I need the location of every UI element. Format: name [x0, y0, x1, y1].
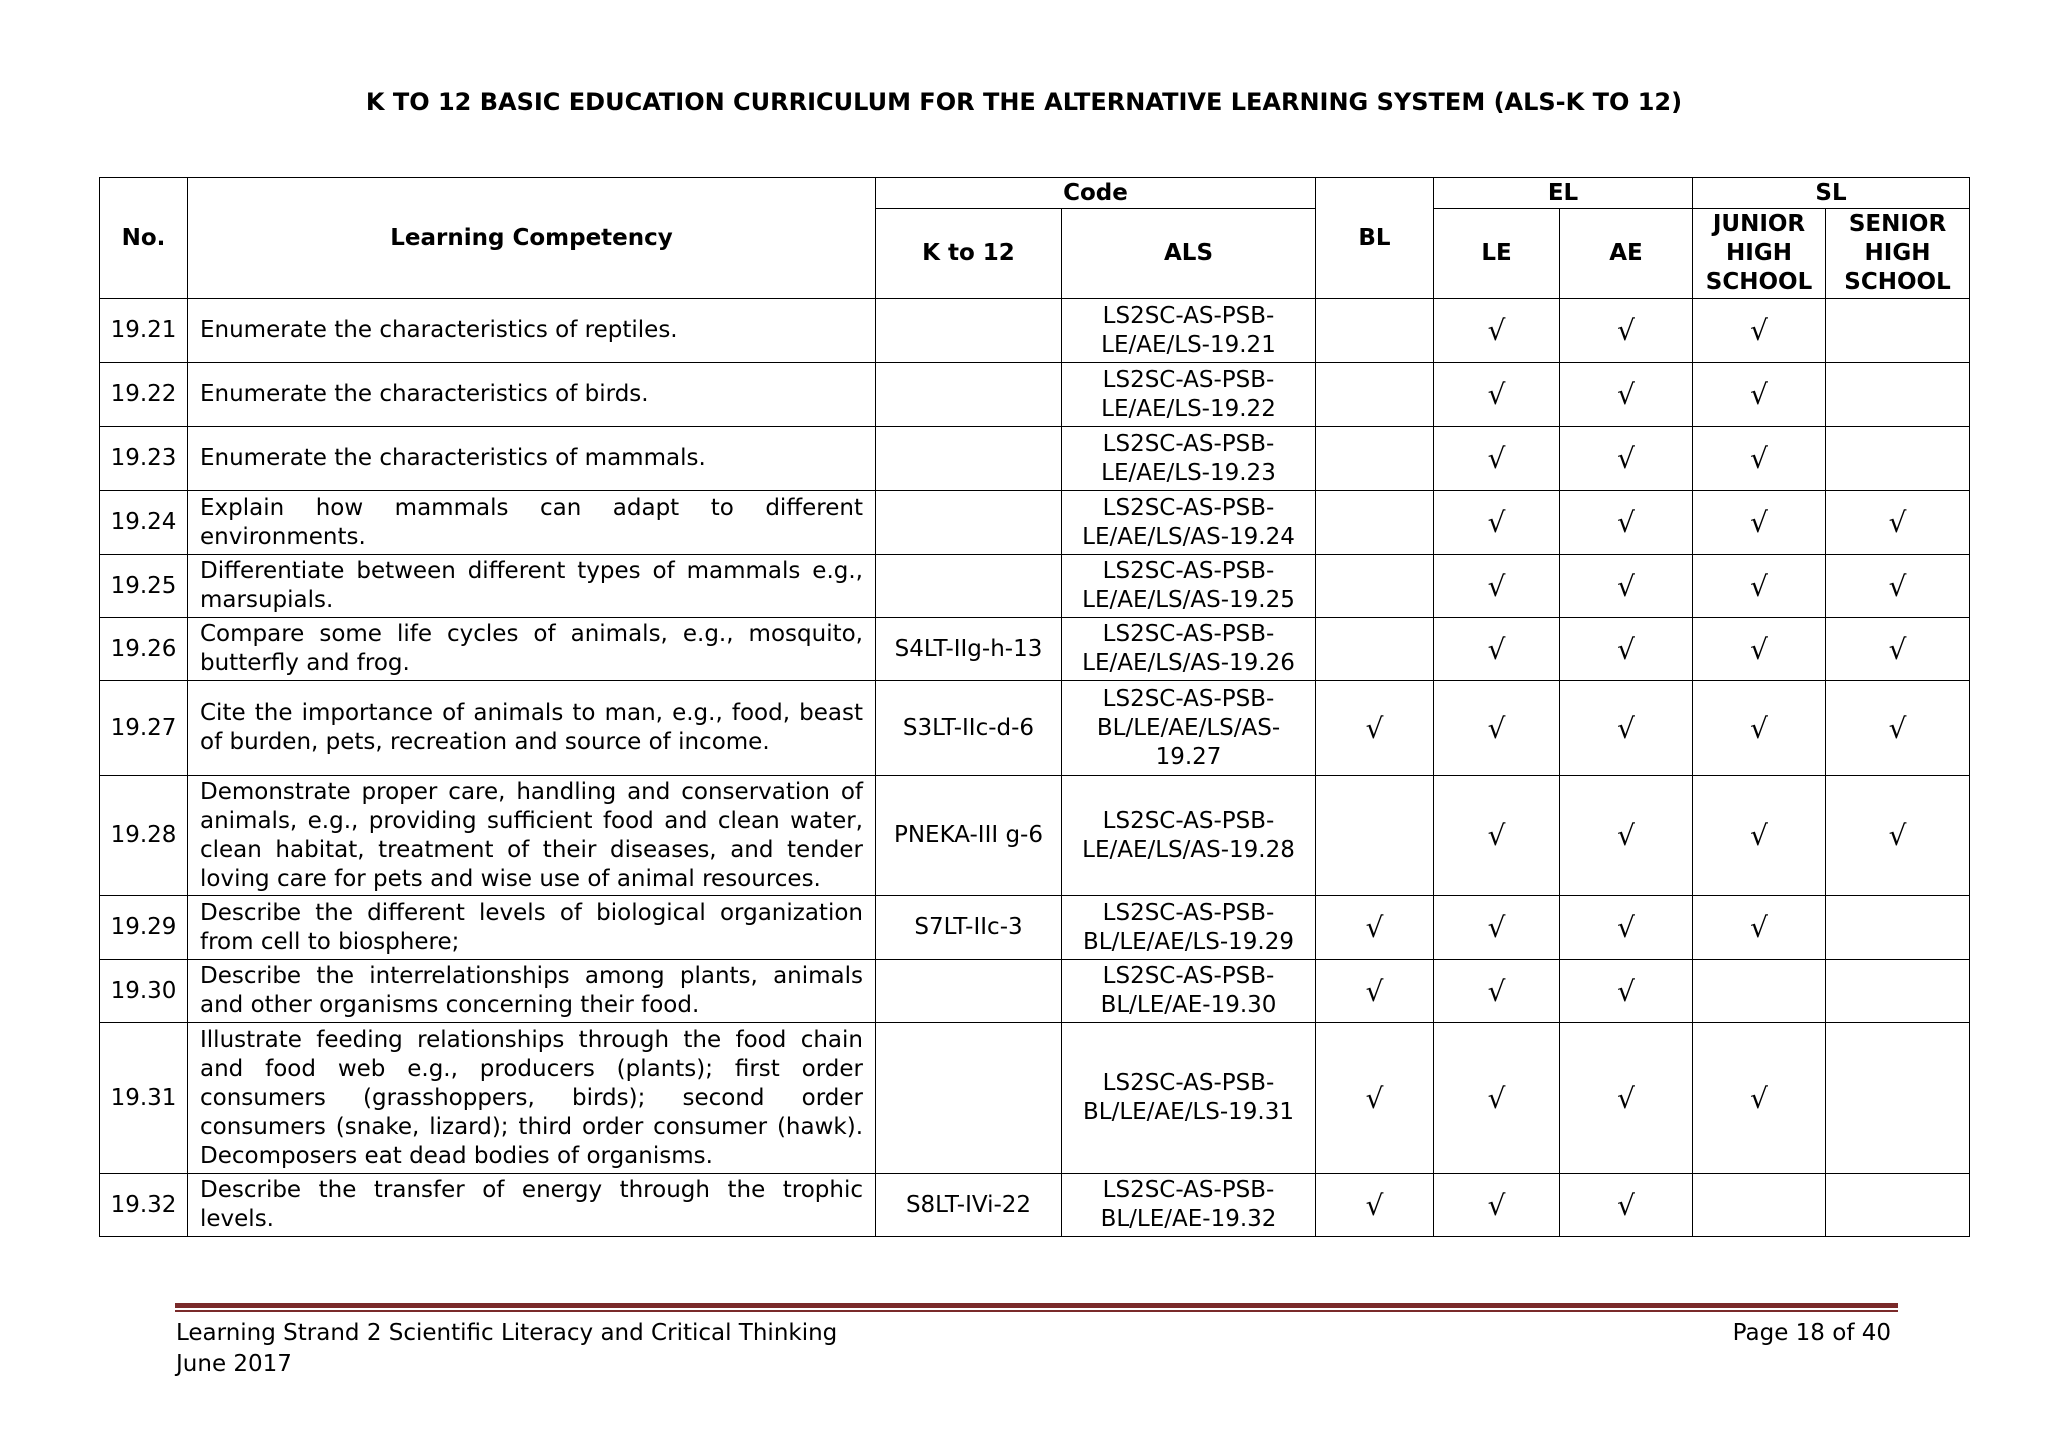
header-k12: K to 12	[876, 209, 1062, 299]
k12-code	[876, 427, 1062, 491]
jhs-check: √	[1693, 427, 1826, 491]
le-check: √	[1434, 555, 1560, 618]
jhs-check: √	[1693, 299, 1826, 363]
k12-code: S4LT-IIg-h-13	[876, 618, 1062, 681]
row-number: 19.27	[100, 681, 188, 776]
jhs-check: √	[1693, 896, 1826, 960]
row-number: 19.21	[100, 299, 188, 363]
als-code: LS2SC-AS-PSB-LE/AE/LS/AS-19.25	[1062, 555, 1316, 618]
learning-competency: Enumerate the characteristics of mammals.	[188, 427, 876, 491]
jhs-check: √	[1693, 491, 1826, 555]
row-number: 19.25	[100, 555, 188, 618]
le-check: √	[1434, 427, 1560, 491]
table-body	[100, 299, 1970, 1237]
shs-check: √	[1826, 491, 1970, 555]
ae-check: √	[1560, 960, 1693, 1023]
shs-check: √	[1826, 776, 1970, 896]
header-no: No.	[100, 178, 188, 299]
jhs-check: √	[1693, 1023, 1826, 1174]
header-le: LE	[1434, 209, 1560, 299]
learning-competency: Describe the interrelationships among plants, animals and other organisms concerning their food.	[188, 960, 876, 1023]
row-number: 19.30	[100, 960, 188, 1023]
k12-code	[876, 491, 1062, 555]
le-check: √	[1434, 1174, 1560, 1237]
footer-divider-thin	[175, 1310, 1898, 1312]
shs-check	[1826, 960, 1970, 1023]
table-row	[100, 363, 1970, 427]
header-el: EL	[1434, 178, 1693, 209]
jhs-check: √	[1693, 555, 1826, 618]
le-check: √	[1434, 1023, 1560, 1174]
row-number: 19.23	[100, 427, 188, 491]
shs-check	[1826, 896, 1970, 960]
ae-check: √	[1560, 299, 1693, 363]
jhs-check: √	[1693, 776, 1826, 896]
table-row	[100, 776, 1970, 896]
header-bl: BL	[1316, 178, 1434, 299]
als-code: LS2SC-AS-PSB-LE/AE/LS-19.22	[1062, 363, 1316, 427]
header-als: ALS	[1062, 209, 1316, 299]
k12-code: PNEKA-III g-6	[876, 776, 1062, 896]
learning-competency: Describe the different levels of biological organization from cell to biosphere;	[188, 896, 876, 960]
k12-code: S3LT-IIc-d-6	[876, 681, 1062, 776]
le-check: √	[1434, 681, 1560, 776]
learning-competency: Explain how mammals can adapt to different environments.	[188, 491, 876, 555]
learning-competency: Compare some life cycles of animals, e.g., mosquito, butterfly and frog.	[188, 618, 876, 681]
bl-check: √	[1316, 681, 1434, 776]
header-ae: AE	[1560, 209, 1693, 299]
header-shs: SENIOR HIGH SCHOOL	[1826, 209, 1970, 299]
als-code: LS2SC-AS-PSB-BL/LE/AE/LS-19.29	[1062, 896, 1316, 960]
row-number: 19.32	[100, 1174, 188, 1237]
ae-check: √	[1560, 491, 1693, 555]
als-code: LS2SC-AS-PSB-LE/AE/LS/AS-19.24	[1062, 491, 1316, 555]
header-sl: SL	[1693, 178, 1970, 209]
ae-check: √	[1560, 776, 1693, 896]
bl-check: √	[1316, 1023, 1434, 1174]
bl-check	[1316, 427, 1434, 491]
bl-check: √	[1316, 1174, 1434, 1237]
bl-check	[1316, 618, 1434, 681]
shs-check: √	[1826, 618, 1970, 681]
competency-table	[99, 177, 1970, 1237]
row-number: 19.31	[100, 1023, 188, 1174]
footer-divider-thick	[175, 1303, 1898, 1308]
shs-check	[1826, 299, 1970, 363]
le-check: √	[1434, 776, 1560, 896]
als-code: LS2SC-AS-PSB-LE/AE/LS/AS-19.26	[1062, 618, 1316, 681]
shs-check: √	[1826, 681, 1970, 776]
als-code: LS2SC-AS-PSB-BL/LE/AE-19.32	[1062, 1174, 1316, 1237]
bl-check	[1316, 363, 1434, 427]
le-check: √	[1434, 896, 1560, 960]
learning-competency: Enumerate the characteristics of reptiles.	[188, 299, 876, 363]
row-number: 19.29	[100, 896, 188, 960]
learning-competency: Demonstrate proper care, handling and conservation of animals, e.g., providing sufficient food and clean water, clean habitat, treatment of their diseases, and tender loving care for pets and wise use of animal resources.	[188, 776, 876, 896]
k12-code	[876, 960, 1062, 1023]
le-check: √	[1434, 491, 1560, 555]
als-code: LS2SC-AS-PSB-LE/AE/LS-19.23	[1062, 427, 1316, 491]
table-row	[100, 960, 1970, 1023]
ae-check: √	[1560, 618, 1693, 681]
header-code: Code	[876, 178, 1316, 209]
als-code: LS2SC-AS-PSB-BL/LE/AE/LS/AS-19.27	[1062, 681, 1316, 776]
shs-check	[1826, 363, 1970, 427]
shs-check	[1826, 427, 1970, 491]
header-competency: Learning Competency	[188, 178, 876, 299]
als-code: LS2SC-AS-PSB-LE/AE/LS/AS-19.28	[1062, 776, 1316, 896]
bl-check	[1316, 776, 1434, 896]
jhs-check	[1693, 1174, 1826, 1237]
bl-check	[1316, 555, 1434, 618]
jhs-check	[1693, 960, 1826, 1023]
k12-code	[876, 363, 1062, 427]
bl-check: √	[1316, 960, 1434, 1023]
ae-check: √	[1560, 427, 1693, 491]
le-check: √	[1434, 960, 1560, 1023]
row-number: 19.28	[100, 776, 188, 896]
document-title: K TO 12 BASIC EDUCATION CURRICULUM FOR THE ALTERNATIVE LEARNING SYSTEM (ALS-K TO 12)	[365, 88, 1683, 116]
ae-check: √	[1560, 896, 1693, 960]
table-row	[100, 555, 1970, 618]
jhs-check: √	[1693, 363, 1826, 427]
learning-competency: Describe the transfer of energy through the trophic levels.	[188, 1174, 876, 1237]
le-check: √	[1434, 299, 1560, 363]
jhs-check: √	[1693, 618, 1826, 681]
ae-check: √	[1560, 1023, 1693, 1174]
learning-competency: Enumerate the characteristics of birds.	[188, 363, 876, 427]
als-code: LS2SC-AS-PSB-BL/LE/AE/LS-19.31	[1062, 1023, 1316, 1174]
table-row	[100, 1023, 1970, 1174]
le-check: √	[1434, 618, 1560, 681]
row-number: 19.24	[100, 491, 188, 555]
header-jhs: JUNIOR HIGH SCHOOL	[1693, 209, 1826, 299]
row-number: 19.22	[100, 363, 188, 427]
table-row	[100, 299, 1970, 363]
bl-check	[1316, 491, 1434, 555]
table-row	[100, 618, 1970, 681]
jhs-check: √	[1693, 681, 1826, 776]
ae-check: √	[1560, 1174, 1693, 1237]
table-row	[100, 427, 1970, 491]
bl-check: √	[1316, 896, 1434, 960]
table-row	[100, 681, 1970, 776]
table-row	[100, 896, 1970, 960]
ae-check: √	[1560, 363, 1693, 427]
footer-page-number: Page 18 of 40	[1732, 1320, 1891, 1346]
learning-competency: Cite the importance of animals to man, e.g., food, beast of burden, pets, recreation and source of income.	[188, 681, 876, 776]
learning-competency: Differentiate between different types of mammals e.g., marsupials.	[188, 555, 876, 618]
shs-check: √	[1826, 555, 1970, 618]
k12-code	[876, 299, 1062, 363]
bl-check	[1316, 299, 1434, 363]
table-row	[100, 491, 1970, 555]
le-check: √	[1434, 363, 1560, 427]
als-code: LS2SC-AS-PSB-LE/AE/LS-19.21	[1062, 299, 1316, 363]
row-number: 19.26	[100, 618, 188, 681]
ae-check: √	[1560, 555, 1693, 618]
table-row	[100, 1174, 1970, 1237]
footer-date: June 2017	[176, 1351, 292, 1377]
learning-competency: Illustrate feeding relationships through the food chain and food web e.g., producers (plants); first order consumers (grasshoppers, birds); second order consumers (snake, lizard); third order consumer (hawk). Decomposers eat dead bodies of organisms.	[188, 1023, 876, 1174]
shs-check	[1826, 1023, 1970, 1174]
footer-left	[176, 1318, 837, 1380]
ae-check: √	[1560, 681, 1693, 776]
k12-code: S8LT-IVi-22	[876, 1174, 1062, 1237]
footer-strand: Learning Strand 2 Scientific Literacy and Critical Thinking	[176, 1320, 838, 1346]
k12-code	[876, 1023, 1062, 1174]
k12-code	[876, 555, 1062, 618]
shs-check	[1826, 1174, 1970, 1237]
als-code: LS2SC-AS-PSB-BL/LE/AE-19.30	[1062, 960, 1316, 1023]
k12-code: S7LT-IIc-3	[876, 896, 1062, 960]
